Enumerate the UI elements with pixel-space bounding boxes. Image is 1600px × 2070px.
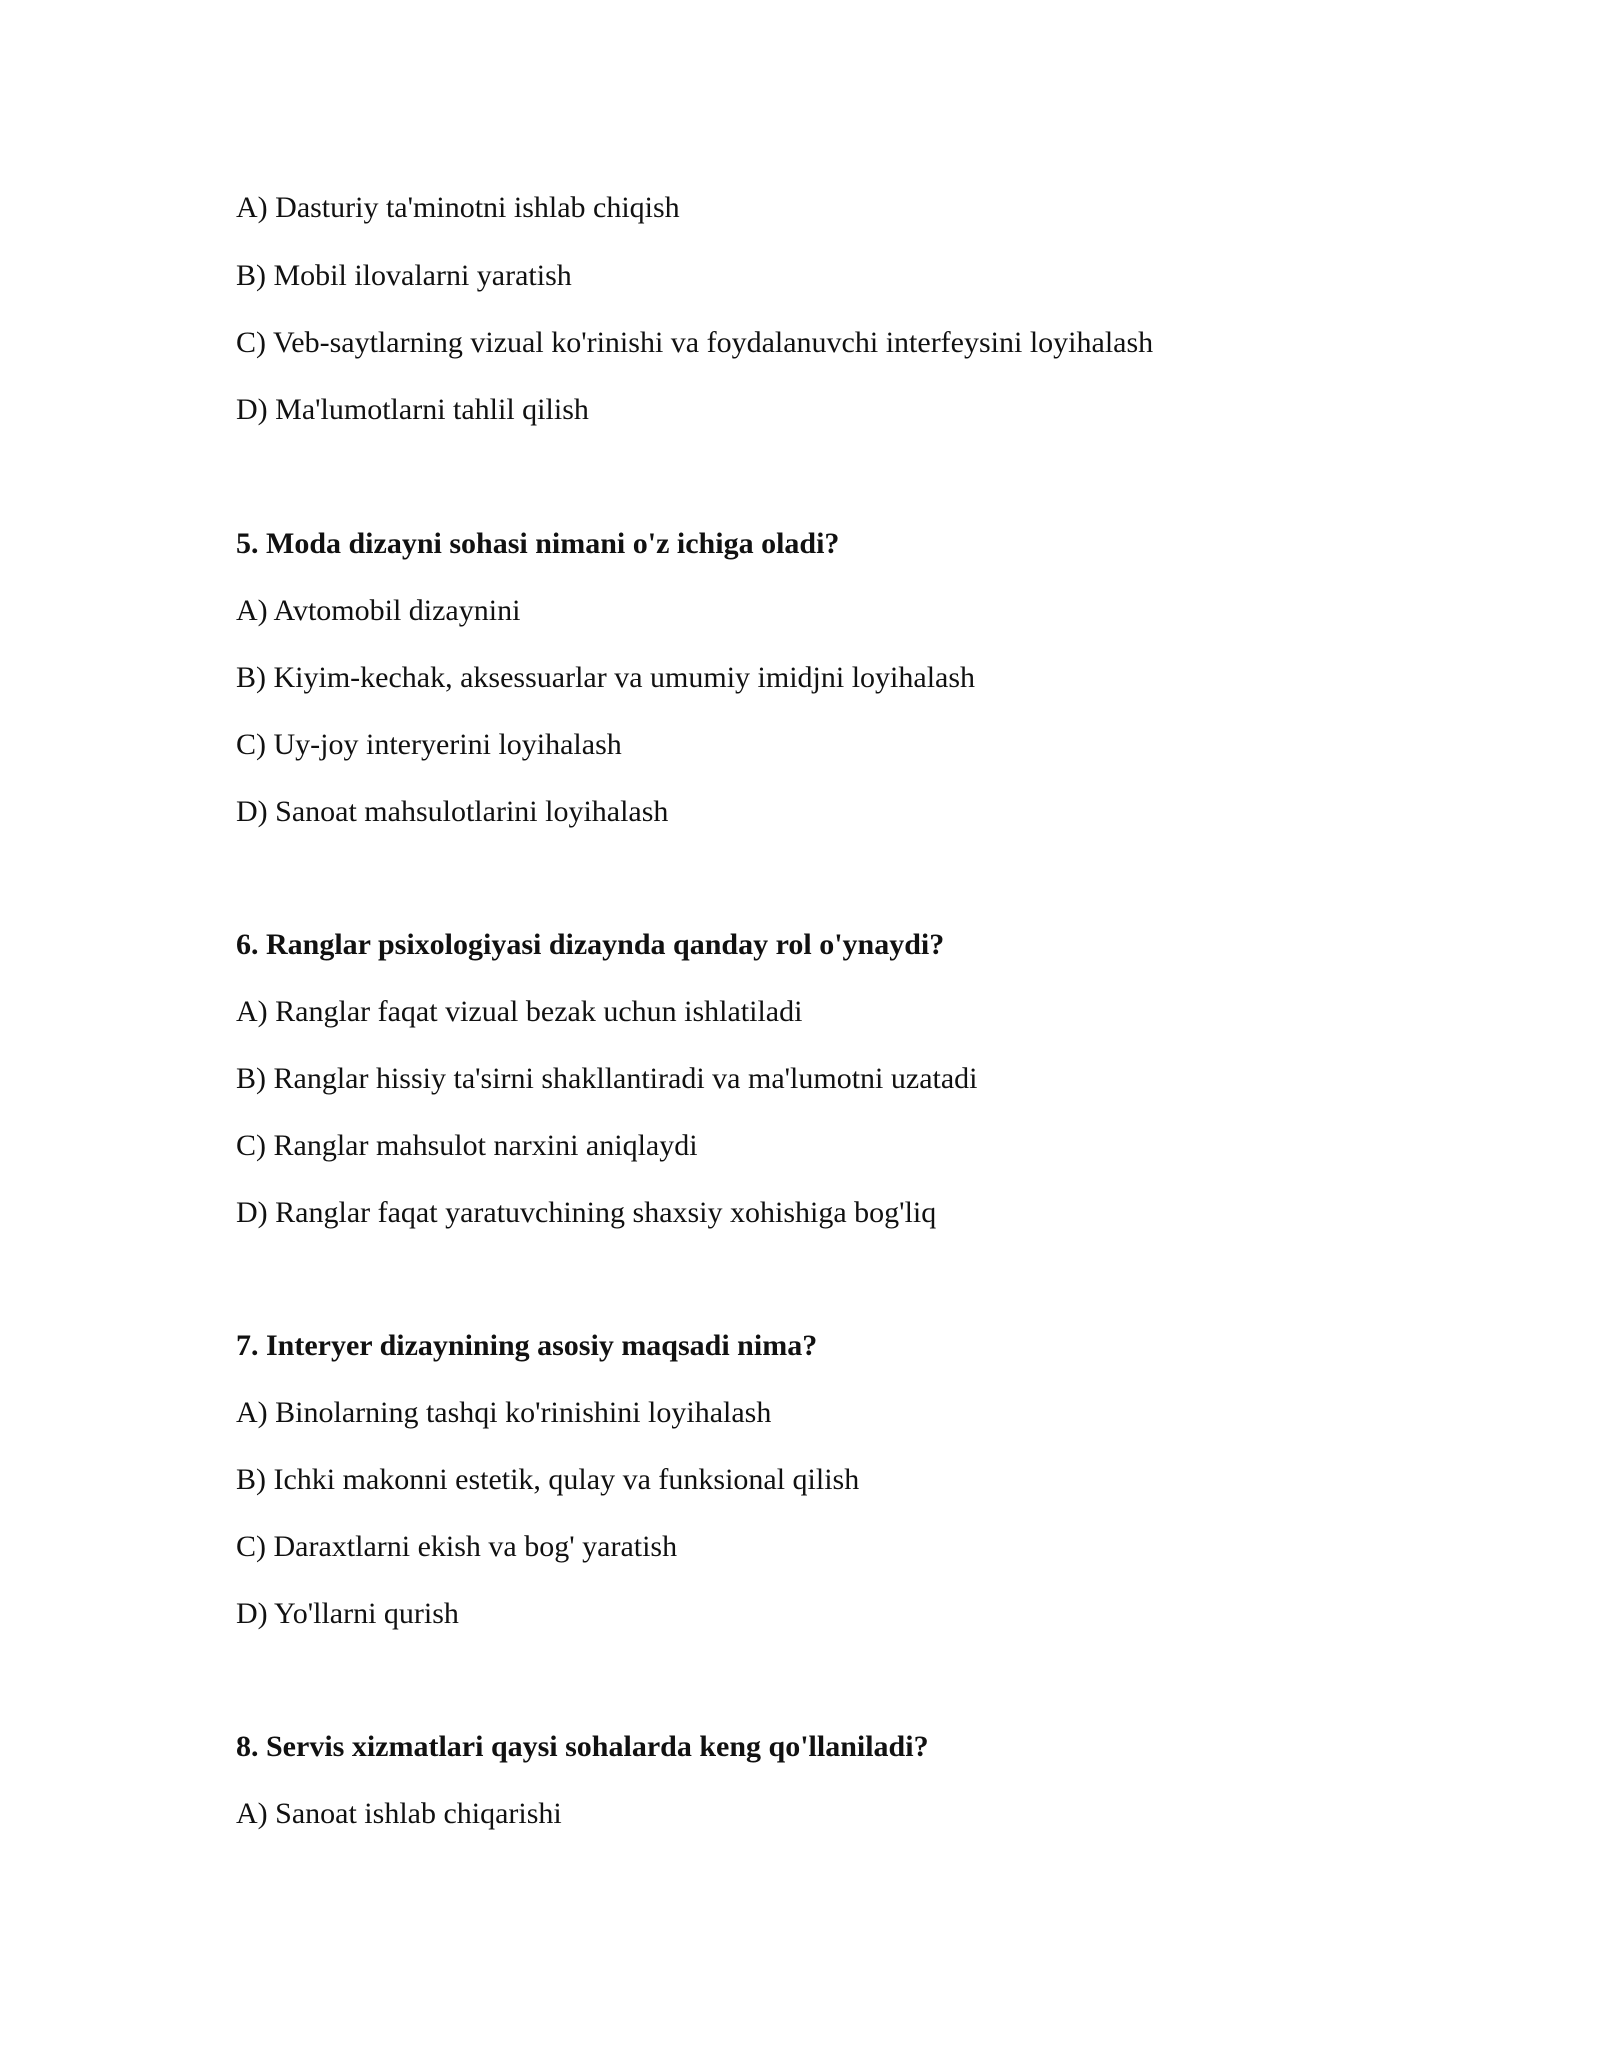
question-heading: 5. Moda dizayni sohasi nimani o'z ichiga oladi?	[236, 527, 840, 560]
option-text: A) Binolarning tashqi ko'rinishini loyihalash	[236, 1396, 772, 1429]
option-text: A) Sanoat ishlab chiqarishi	[236, 1797, 562, 1830]
option-text: B) Mobil ilovalarni yaratish	[236, 259, 572, 292]
question-heading: 6. Ranglar psixologiyasi dizaynda qanday rol o'ynaydi?	[236, 928, 945, 961]
question-heading: 8. Servis xizmatlari qaysi sohalarda keng qo'llaniladi?	[236, 1730, 929, 1763]
option-text: A) Dasturiy ta'minotni ishlab chiqish	[236, 191, 680, 224]
option-text: B) Kiyim-kechak, aksessuarlar va umumiy imidjni loyihalash	[236, 661, 976, 694]
question-heading: 7. Interyer dizaynining asosiy maqsadi nima?	[236, 1329, 818, 1362]
option-text: C) Uy-joy interyerini loyihalash	[236, 728, 622, 761]
option-text: C) Veb-saytlarning vizual ko'rinishi va foydalanuvchi interfeysini loyihalash	[236, 326, 1154, 359]
option-text: D) Ma'lumotlarni tahlil qilish	[236, 393, 589, 426]
option-text: C) Daraxtlarni ekish va bog' yaratish	[236, 1530, 678, 1563]
option-text: B) Ranglar hissiy ta'sirni shakllantiradi va ma'lumotni uzatadi	[236, 1062, 978, 1095]
option-text: A) Avtomobil dizaynini	[236, 594, 521, 627]
option-text: B) Ichki makonni estetik, qulay va funksional qilish	[236, 1463, 860, 1496]
option-text: D) Sanoat mahsulotlarini loyihalash	[236, 795, 669, 828]
option-text: D) Yo'llarni qurish	[236, 1597, 459, 1630]
option-text: D) Ranglar faqat yaratuvchining shaxsiy xohishiga bog'liq	[236, 1196, 937, 1229]
option-text: A) Ranglar faqat vizual bezak uchun ishlatiladi	[236, 995, 803, 1028]
option-text: C) Ranglar mahsulot narxini aniqlaydi	[236, 1129, 698, 1162]
